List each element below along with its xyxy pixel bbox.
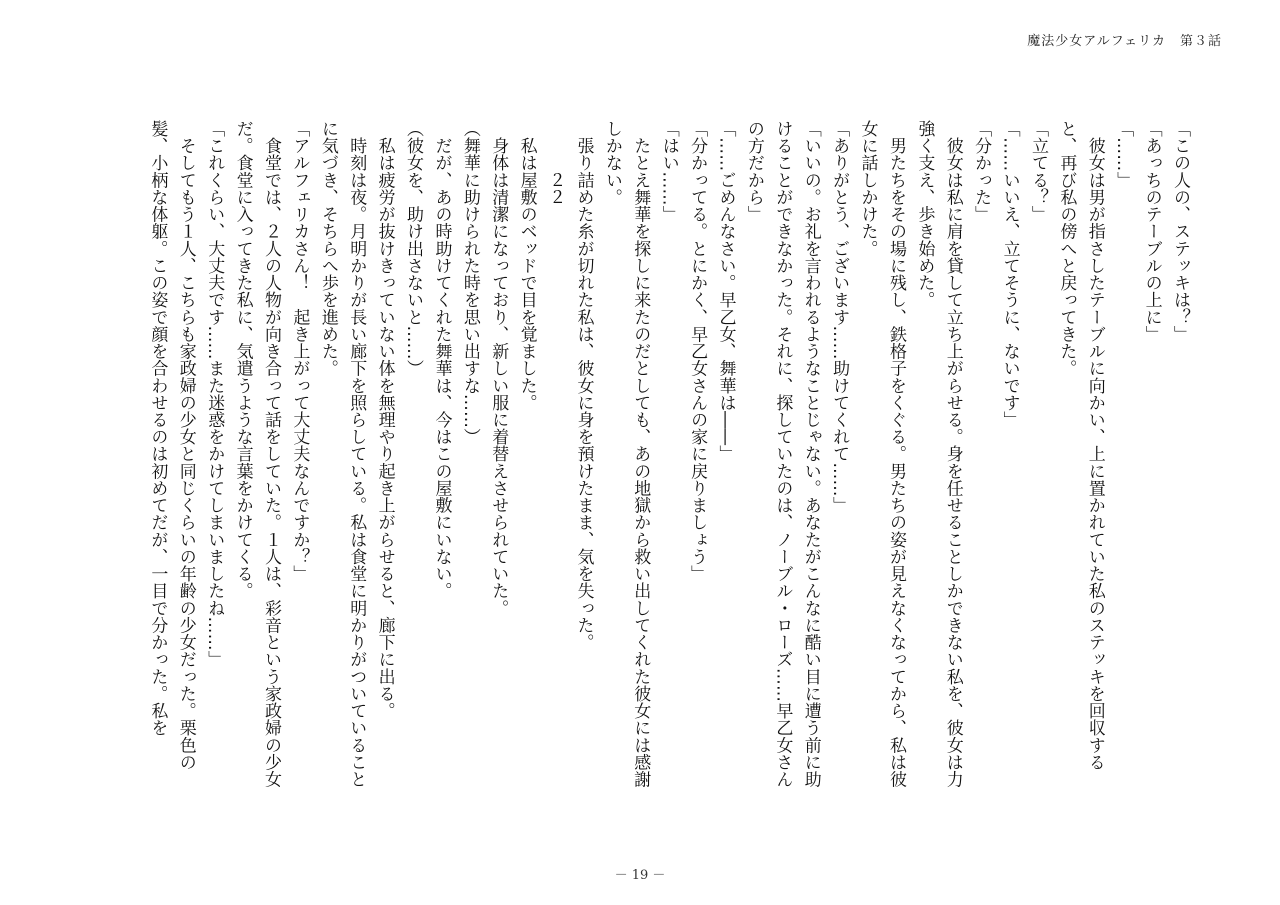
dialogue-line: 「立てる？」 xyxy=(1027,120,1048,223)
dialogue-line: 「これくらい、大丈夫です……また迷惑をかけてしまいましたね……」 xyxy=(204,120,225,668)
narration-paragraph: そしてもう１人、こちらも家政婦の少女と同じくらいの年齢の少女だった。栗色の髪、小柄な体躯。この姿で顔を合わせるのは初めてだが、一目で分かった。私を xyxy=(147,120,196,771)
dialogue-line: 「いいの。お礼を言われるようなことじゃない。あなたがこんなに酷い目に遭う前に助けることができなかった。それに、探していたのは、ノーブル・ローズ……早乙女さんの方だから」 xyxy=(743,120,821,788)
dialogue-line: 「はい……」 xyxy=(658,120,679,223)
dialogue-line: 「……」 xyxy=(1113,120,1134,189)
inner-thought-line: （彼女を、助け出さないと……） xyxy=(403,120,424,377)
running-header: 魔法少女アルフェリカ 第３話 xyxy=(1027,34,1222,49)
dialogue-line: 「分かってる。とにかく、早乙女さんの家に戻りましょう」 xyxy=(687,120,708,583)
narration-paragraph: 彼女は私に肩を貸して立ち上がらせる。身を任せることしかできない私を、彼女は力強く支え、歩き始めた。 xyxy=(914,120,963,788)
narration-paragraph: 私は屋敷のベッドで目を覚ました。 xyxy=(516,120,537,412)
page-number: － 19 － xyxy=(614,868,666,883)
dialogue-line: 「あっちのテーブルの上に」 xyxy=(1141,120,1162,343)
novel-body-text xyxy=(60,120,1194,796)
dialogue-line: 「ありがとう、ございます……助けてくれて……」 xyxy=(829,120,850,514)
dialogue-line: 「分かった」 xyxy=(971,120,992,223)
narration-paragraph: 張り詰めた糸が切れた私は、彼女に身を預けたまま、気を失った。 xyxy=(573,120,594,651)
narration-paragraph: 私は疲労が抜けきっていない体を無理やり起き上がらせると、廊下に出る。 xyxy=(374,120,395,720)
dialogue-line: 「……ごめんなさい。早乙女、舞華は――」 xyxy=(715,120,736,463)
narration-paragraph: 食堂では、２人の人物が向き合って話をしていた。１人は、彩音という家政婦の少女だ。食堂に入ってきた私に、気遣うような言葉をかけてくる。 xyxy=(232,120,281,788)
narration-paragraph: 男たちをその場に残し、鉄格子をくぐる。男たちの姿が見えなくなってから、私は彼女に話しかけた。 xyxy=(857,120,906,788)
dialogue-line: 「アルフェリカさん！ 起き上がって大丈夫なんですか？」 xyxy=(289,120,310,583)
narration-paragraph: だが、あの時助けてくれた舞華は、今はこの屋敷にいない。 xyxy=(431,120,452,600)
inner-thought-line: （舞華に助けられた時を思い出すな……） xyxy=(459,120,480,446)
narration-paragraph: 彼女は男が指さしたテーブルに向かい、上に置かれていた私のステッキを回収すると、再び私の傍へと戻ってきた。 xyxy=(1056,120,1105,771)
narration-paragraph: 身体は清潔になっており、新しい服に着替えさせられていた。 xyxy=(488,120,509,617)
narration-paragraph: たとえ舞華を探しに来たのだとしても、あの地獄から救い出してくれた彼女には感謝しかない。 xyxy=(601,120,651,788)
narration-paragraph: 時刻は夜。月明かりが長い廊下を照らしている。私は食堂に明かりがついていることに気づき、そちらへ歩を進めた。 xyxy=(317,120,367,788)
dialogue-line: 「……いいえ、立てそうに、ないです」 xyxy=(999,120,1020,429)
chapter-number: ２２ xyxy=(545,171,566,206)
dialogue-line: 「この人の、ステッキは？」 xyxy=(1170,120,1190,343)
